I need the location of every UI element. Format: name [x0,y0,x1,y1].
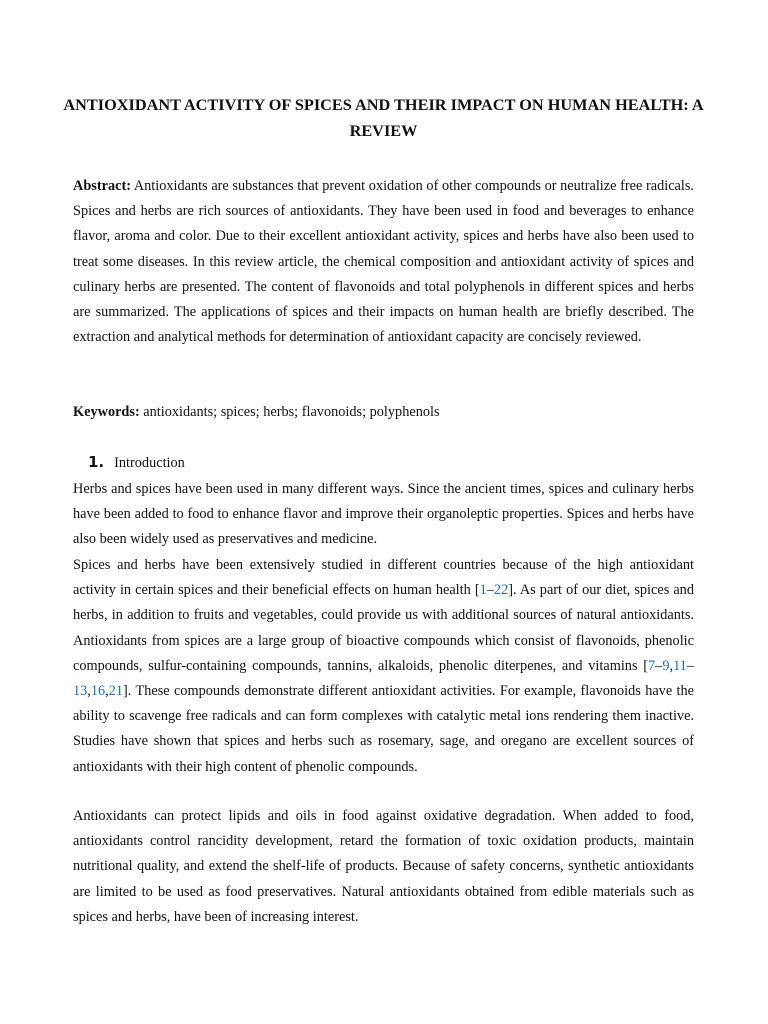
intro-p2-text: ]. As part of our diet, spices and herbs, in addition to fruits and vegetables, could provide us with additional sources of natural antioxidants. Antioxidants from spices are a large group of bioactive compounds which consist of flavonoids, phenolic compounds, sulfur-containing compounds, tannins, alkaloids, phenolic diterpenes, and vitamins [ [73,582,694,674]
abstract-paragraph [73,174,694,350]
citation-link[interactable]: 21 [108,683,124,700]
intro-p2-text: – [686,657,694,674]
intro-p2-text: ]. These compounds demonstrate different antioxidant activities. For example, flavonoids have the ability to scavenge free radicals and can form complexes with catalytic metal ions rendering them inactive. Studies have shown that spices and herbs such as rosemary, sage, and oregano are excellent sources of antioxidants with their high content of phenolic compounds. [73,683,694,775]
keywords-label: Keywords: [73,404,140,420]
citation-link[interactable]: 1 [479,582,487,599]
intro-p2-text: – [486,582,494,599]
keywords-paragraph [73,400,694,425]
citation-link[interactable]: 16 [90,683,106,700]
intro-p2-text: Spices and herbs have been extensively studied in different countries because of the high antioxidant activity in certain spices and their beneficial effects on human health [ [73,557,694,599]
citation-link[interactable]: 13 [73,683,88,700]
intro-p2-text: , [87,683,91,700]
citation-link[interactable]: 9 [662,657,670,674]
section-number: 1. [88,453,105,471]
intro-paragraph-3: Antioxidants can protect lipids and oils in food against oxidative degradation. When added to food, antioxidants control rancidity development, retard the formation of toxic oxidation products, maintain nutritional quality, and extend the shelf-life of products. Because of safety concerns, synthetic antioxidants are limited to be used as food preservatives. Natural antioxidants obtained from edible materials such as spices and herbs, have been of increasing interest. [73,808,694,925]
intro-paragraph-2 [73,553,694,780]
section-title: Introduction [114,455,185,471]
citation-link[interactable]: 7 [648,657,656,674]
abstract-text: Antioxidants are substances that prevent oxidation of other compounds or neutralize free radicals. Spices and herbs are rich sources of antioxidants. They have been used in food and beverages to enhance flavor, aroma and color. Due to their excellent antioxidant activity, spices and herbs have also been used to treat some diseases. In this review article, the chemical composition and antioxidant activity of spices and culinary herbs are presented. The content of flavonoids and total polyphenols in different spices and herbs are summarized. The applications of spices and their impacts on human health are briefly described. The extraction and analytical methods for determination of antioxidant capacity are concisely reviewed. [73,178,694,346]
intro-p2-text: , [669,657,674,674]
intro-p2-text: – [655,657,663,674]
intro-p2-text: , [105,683,109,700]
intro-paragraph-1: Herbs and spices have been used in many different ways. Since the ancient times, spices and culinary herbs have been added to food to enhance flavor and improve their organoleptic properties. Spices and herbs have also been widely used as preservatives and medicine. [73,481,694,548]
section-heading-introduction [88,450,185,476]
abstract-label: Abstract: [73,178,131,194]
citation-link[interactable]: 22 [493,582,509,599]
paper-title: ANTIOXIDANT ACTIVITY OF SPICES AND THEIR IMPACT ON HUMAN HEALTH: A REVIEW [63,95,704,140]
citation-link[interactable]: 11 [673,657,687,674]
keywords-text: antioxidants; spices; herbs; flavonoids; polyphenols [139,404,440,420]
